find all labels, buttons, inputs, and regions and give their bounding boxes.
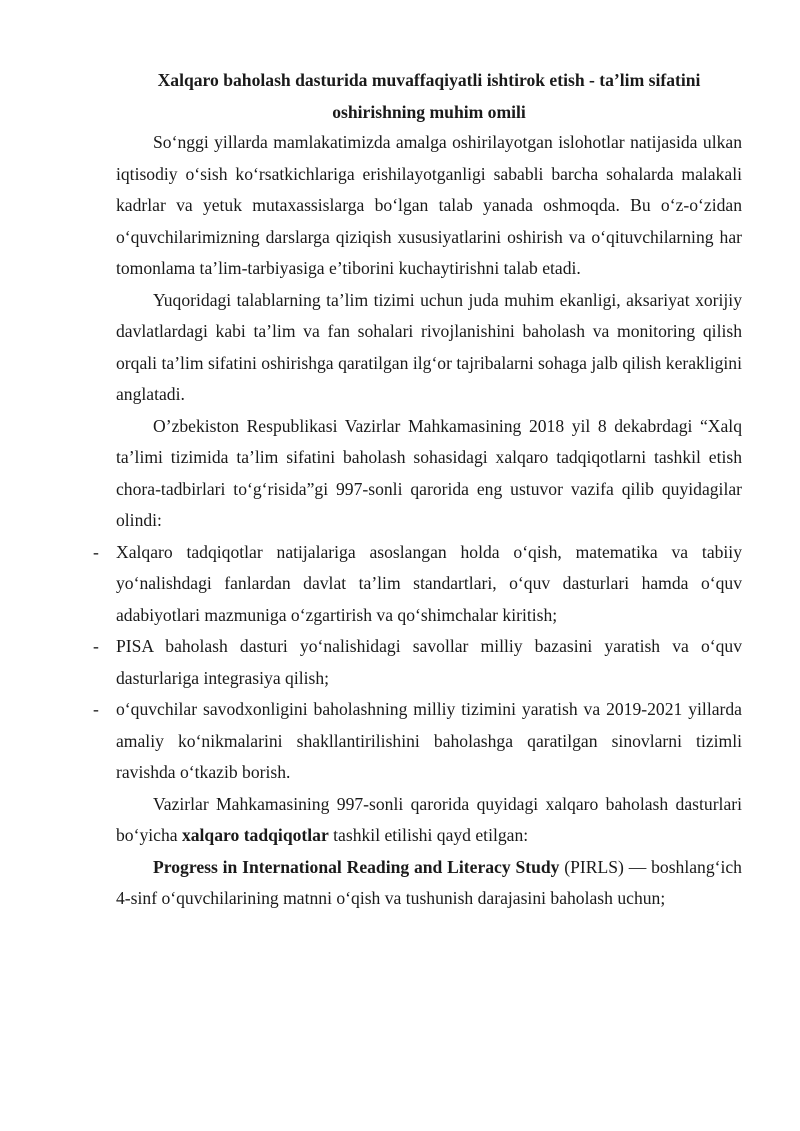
list-item [93,631,742,694]
list-marker: - [93,541,99,562]
paragraph-4-bold: xalqaro tadqiqotlar [181,825,329,845]
list-marker: - [93,699,99,719]
list-item [93,694,742,789]
list-item-text: Xalqaro tadqiqotlar natijalariga asoslangan holda o‘qish, matematika va tabiiy yo‘nalishdagi fanlardan davlat ta’lim standartlari, o‘quv dasturlari hamda o‘quv adabiyotlari mazmuniga o‘zgartirish va qo‘shimchalar kiritish; [116,541,742,625]
list-item-text: o‘quvchilar savodxonligini baholashning milliy tizimini yaratish va 2019-2021 yillarda amaliy ko‘nikmalarini shakllantirilishini baholashga qaratilgan sinovlarni tizimli ravishda o‘tkazib borish. [116,699,742,782]
paragraph-5 [116,852,742,915]
list-marker: - [93,636,99,656]
paragraph-1: So‘nggi yillarda mamlakatimizda amalga oshirilayotgan islohotlar natijasida ulkan iqtisodiy o‘sish ko‘rsatkichlariga erishilayotganligi sababli barcha sohalarda malakali kadrlar va yetuk mutaxassislarga bo‘lgan talab yanada oshmoqda. Bu o‘z-o‘zidan o‘quvchilarimizning darslarga qiziqish xususiyatlarini oshirish va o‘qituvchilarning har tomonlama ta’lim-tarbiyasiga e’tiborini kuchaytirishni talab etadi. [116,132,742,278]
paragraph-4-start: Vazirlar Mahkamasining 997-sonli qarorida quyidagi xalqaro baholash dasturlari bo‘yicha [116,793,742,845]
document-title: Xalqaro baholash dasturida muvaffaqiyatli ishtirok etish - ta’lim sifatini oshirishning muhim omili [157,70,701,122]
list-item [93,537,742,632]
paragraph-5-rest: (PIRLS) — boshlang‘ich 4-sinf o‘quvchilarining matnni o‘qish va tushunish darajasini baholash uchun; [116,856,742,908]
paragraph-5-bold: Progress in International Reading and Literacy Study [153,856,560,877]
paragraph-4 [116,789,742,852]
list-item-text: PISA baholash dasturi yo‘nalishidagi savollar milliy bazasini yaratish va o‘quv dasturlariga integrasiya qilish; [116,636,742,688]
paragraph-4-end: tashkil etilishi qayd etilgan: [328,825,529,845]
paragraph-3: O’zbekiston Respublikasi Vazirlar Mahkamasining 2018 yil 8 dekabrdagi “Xalq ta’limi tizimida ta’lim sifatini baholash sohasidagi xalqaro tadqiqotlarni tashkil etish chora-tadbirlari to‘g‘risida”gi 997-sonli qarorida eng ustuvor vazifa qilib quyidagilar olindi: [116,415,742,530]
document-body [93,127,742,915]
paragraph-2: Yuqoridagi talablarning ta’lim tizimi uchun juda muhim ekanligi, aksariyat xorijiy davlatlardagi kabi ta’lim va fan sohalari rivojlanishini baholash va monitoring qilish orqali ta’lim sifatini oshirishga qaratilgan ilg‘or tajribalarni sohaga jalb qilish kerakligini anglatadi. [116,289,742,404]
